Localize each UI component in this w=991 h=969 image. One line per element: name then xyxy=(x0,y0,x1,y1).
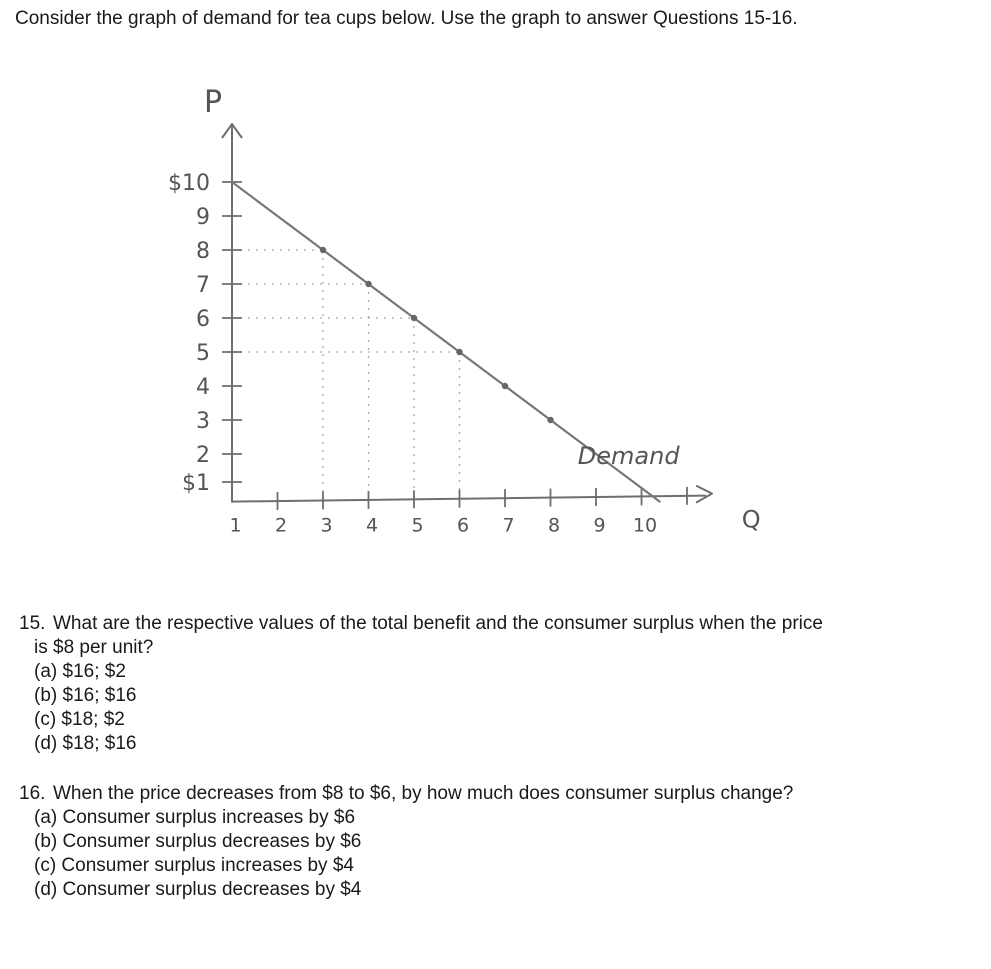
y-tick-label: 4 xyxy=(196,375,210,400)
y-tick-label: 5 xyxy=(196,341,210,366)
x-tick-label: 6 xyxy=(456,514,470,537)
graph-labels xyxy=(204,85,761,534)
question-16-option-d[interactable]: (d) Consumer surplus decreases by $4 xyxy=(34,879,362,900)
question-15-stem xyxy=(19,612,969,660)
graph-ticks xyxy=(168,171,687,537)
x-tick-label: 3 xyxy=(320,514,333,537)
x-tick-label: 9 xyxy=(593,514,606,537)
x-tick-label: 1 xyxy=(229,514,242,537)
demand-point xyxy=(320,247,326,253)
question-16-stem xyxy=(19,782,969,806)
y-tick-label: 9 xyxy=(196,205,210,230)
intro-text: Consider the graph of demand for tea cups below. Use the graph to answer Questions 15-16. xyxy=(15,8,798,29)
graph-guides xyxy=(232,250,460,502)
y-axis-title: P xyxy=(204,85,223,120)
x-tick-label: 8 xyxy=(547,514,561,537)
y-tick-label: 3 xyxy=(196,409,210,434)
question-16-number: 16. xyxy=(19,783,46,804)
question-15-option-b[interactable]: (b) $16; $16 xyxy=(34,685,137,706)
x-axis-line xyxy=(232,496,705,502)
y-tick-label: $10 xyxy=(168,171,210,196)
question-15-option-a[interactable]: (a) $16; $2 xyxy=(34,661,126,682)
demand-point xyxy=(411,315,417,321)
demand-point xyxy=(456,349,462,355)
question-15-option-d[interactable]: (d) $18; $16 xyxy=(34,733,137,754)
x-axis-title: Q xyxy=(741,505,761,534)
question-16 xyxy=(19,782,969,902)
y-tick-label: 7 xyxy=(196,273,210,298)
question-16-text: When the price decreases from $8 to $6, by how much does consumer surplus change? xyxy=(53,783,794,804)
question-16-option-b[interactable]: (b) Consumer surplus decreases by $6 xyxy=(34,831,362,852)
question-16-option-a[interactable]: (a) Consumer surplus increases by $6 xyxy=(34,807,356,828)
question-15-option-c[interactable]: (c) $18; $2 xyxy=(34,709,125,730)
x-tick-label: 4 xyxy=(365,514,379,537)
x-tick-label: 7 xyxy=(502,514,515,537)
demand-point xyxy=(502,383,508,389)
question-15-number: 15. xyxy=(19,613,46,634)
y-tick-label: 8 xyxy=(196,239,210,264)
question-15 xyxy=(19,612,969,756)
question-15-text-1: What are the respective values of the total benefit and the consumer surplus when the price xyxy=(53,613,823,634)
demand-graph xyxy=(140,60,780,600)
x-tick-label: 5 xyxy=(411,514,424,537)
y-tick-label: $1 xyxy=(182,471,210,496)
x-tick-label: 10 xyxy=(632,514,658,537)
demand-label: Demand xyxy=(577,442,680,470)
question-15-options xyxy=(19,660,969,756)
question-15-text-2: is $8 per unit? xyxy=(34,637,154,658)
demand-point xyxy=(365,281,371,287)
demand-point xyxy=(547,417,553,423)
y-tick-label: 6 xyxy=(196,307,210,332)
x-tick-label: 2 xyxy=(274,514,288,537)
question-16-options xyxy=(19,806,969,902)
x-axis-arrow xyxy=(696,486,712,503)
y-tick-label: 2 xyxy=(196,443,210,468)
question-16-option-c[interactable]: (c) Consumer surplus increases by $4 xyxy=(34,855,354,876)
